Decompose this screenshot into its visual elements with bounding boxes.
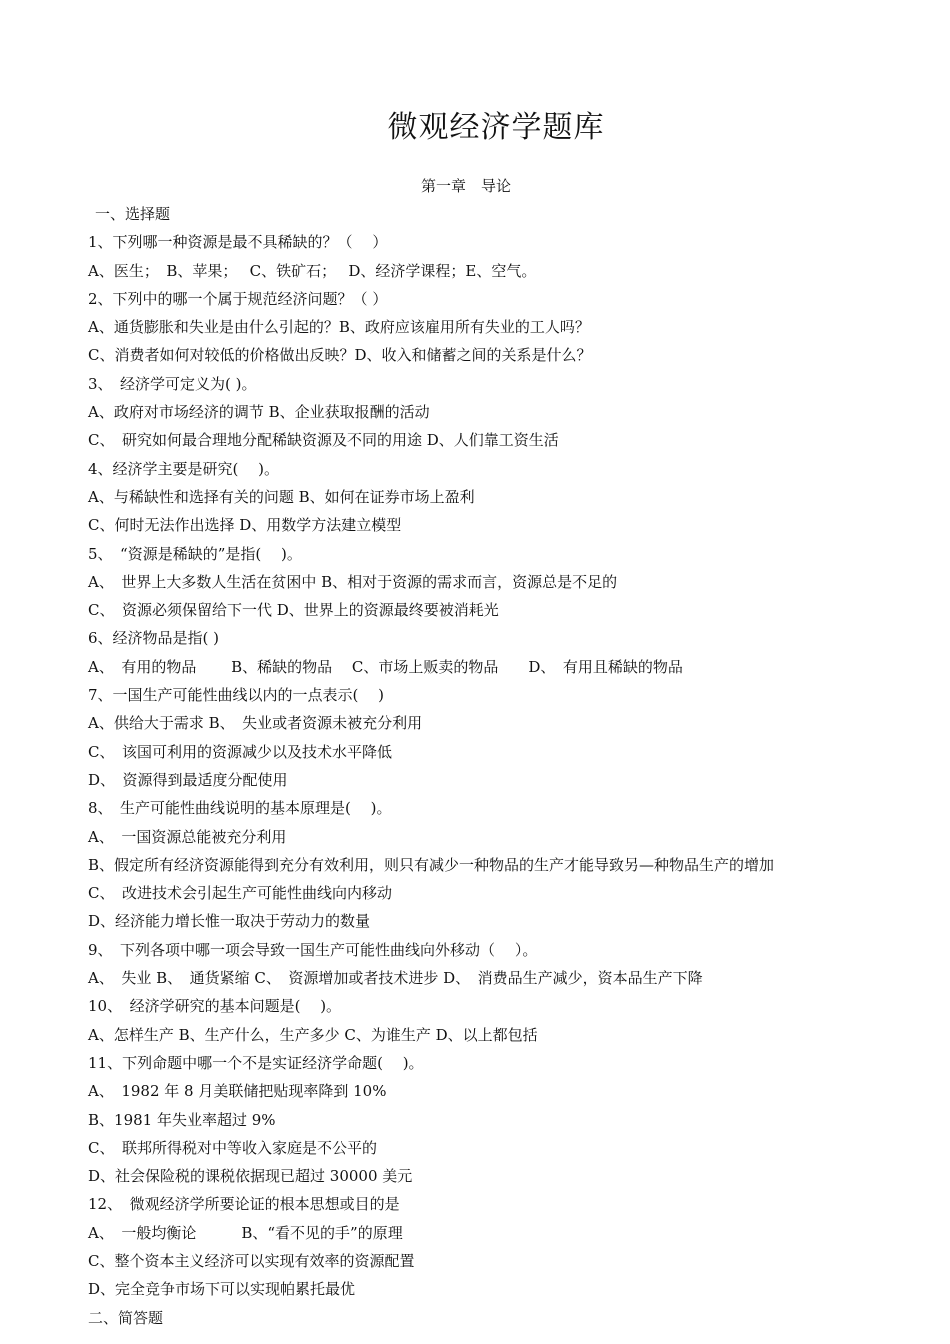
option-line: A、 一国资源总能被充分利用 bbox=[88, 827, 287, 846]
option-line: B、假定所有经济资源能得到充分有效利用，则只有减少一种物品的生产才能导致另—种物品生产的增加 bbox=[88, 855, 775, 874]
question-line: 6、经济物品是指( ) bbox=[88, 629, 220, 648]
question-list bbox=[88, 200, 938, 1332]
option-line: A、供给大于需求 B、 失业或者资源未被充分利用 bbox=[88, 714, 423, 733]
option-line: C、 资源必须保留给下一代 D、世界上的资源最终要被消耗光 bbox=[88, 601, 499, 620]
option-line: D、经济能力增长惟一取决于劳动力的数量 bbox=[88, 912, 371, 931]
section-heading: 一、选择题 bbox=[95, 205, 171, 223]
option-line: A、政府对市场经济的调节 B、企业获取报酬的活动 bbox=[88, 403, 430, 422]
option-line: D、完全竞争市场下可以实现帕累托最优 bbox=[88, 1280, 356, 1299]
question-line: 4、经济学主要是研究( )。 bbox=[88, 459, 280, 478]
option-line: A、 世界上大多数人生活在贫困中 B、相对于资源的需求而言，资源总是不足的 bbox=[88, 572, 618, 591]
question-line: 11、下列命题中哪一个不是实证经济学命题( )。 bbox=[88, 1053, 424, 1072]
chapter-title: 第一章 导论 bbox=[420, 177, 511, 195]
option-line: B、1981 年失业率超过 9% bbox=[88, 1110, 276, 1129]
option-line: D、社会保险税的课税依据现已超过 30000 美元 bbox=[88, 1167, 413, 1186]
option-line: C、 联邦所得税对中等收入家庭是不公平的 bbox=[88, 1138, 377, 1157]
question-line: 3、 经济学可定义为( )。 bbox=[88, 374, 257, 393]
option-line: C、 改进技术会引起生产可能性曲线向内移动 bbox=[88, 884, 392, 903]
document-title: 微观经济学题库 bbox=[387, 110, 605, 145]
question-line: 1、下列哪一种资源是最不具稀缺的？（ ） bbox=[88, 233, 388, 252]
section-heading: 二、简答题 bbox=[88, 1308, 164, 1327]
option-line: A、 失业 B、 通货紧缩 C、 资源增加或者技术进步 D、 消费品生产减少，资本品生产下降 bbox=[88, 969, 703, 988]
option-line: A、 有用的物品 B、稀缺的物品 C、市场上贩卖的物品 D、 有用且稀缺的物品 bbox=[88, 657, 683, 676]
option-line: A、通货膨胀和失业是由什么引起的？B、政府应该雇用所有失业的工人吗？ bbox=[88, 318, 590, 337]
question-line: 7、一国生产可能性曲线以内的一点表示( ) bbox=[88, 686, 385, 705]
question-line: 12、 微观经济学所要论证的根本思想或目的是 bbox=[88, 1195, 400, 1214]
question-line: 9、 下列各项中哪一项会导致一国生产可能性曲线向外移动（ ）。 bbox=[88, 940, 538, 959]
question-line: 2、下列中的哪一个属于规范经济问题？（ ） bbox=[88, 289, 388, 308]
option-line: C、何时无法作出选择 D、用数学方法建立模型 bbox=[88, 516, 402, 535]
question-line: 5、 “资源是稀缺的”是指( )。 bbox=[88, 544, 302, 563]
option-line: C、消费者如何对较低的价格做出反映？D、收入和储蓄之间的关系是什么？ bbox=[88, 346, 592, 365]
question-line: 10、 经济学研究的基本问题是( )。 bbox=[88, 997, 342, 1016]
question-line: 8、 生产可能性曲线说明的基本原理是( )。 bbox=[88, 799, 392, 818]
option-line: A、怎样生产 B、生产什么，生产多少 C、为谁生产 D、以上都包括 bbox=[88, 1025, 538, 1044]
option-line: C、 研究如何最合理地分配稀缺资源及不同的用途 D、人们靠工资生活 bbox=[88, 431, 559, 450]
option-line: C、整个资本主义经济可以实现有效率的资源配置 bbox=[88, 1251, 415, 1270]
option-line: A、 1982 年 8 月美联储把贴现率降到 10% bbox=[88, 1082, 387, 1101]
option-line: A、与稀缺性和选择有关的问题 B、如何在证券市场上盈利 bbox=[88, 487, 475, 506]
option-line: D、 资源得到最适度分配使用 bbox=[88, 770, 288, 789]
option-line: C、 该国可利用的资源减少以及技术水平降低 bbox=[88, 742, 392, 761]
option-line: A、 一般均衡论 B、“看不见的手”的原理 bbox=[88, 1223, 403, 1242]
option-line: A、医生； B、苹果； C、铁矿石； D、经济学课程；E、空气。 bbox=[88, 261, 537, 280]
